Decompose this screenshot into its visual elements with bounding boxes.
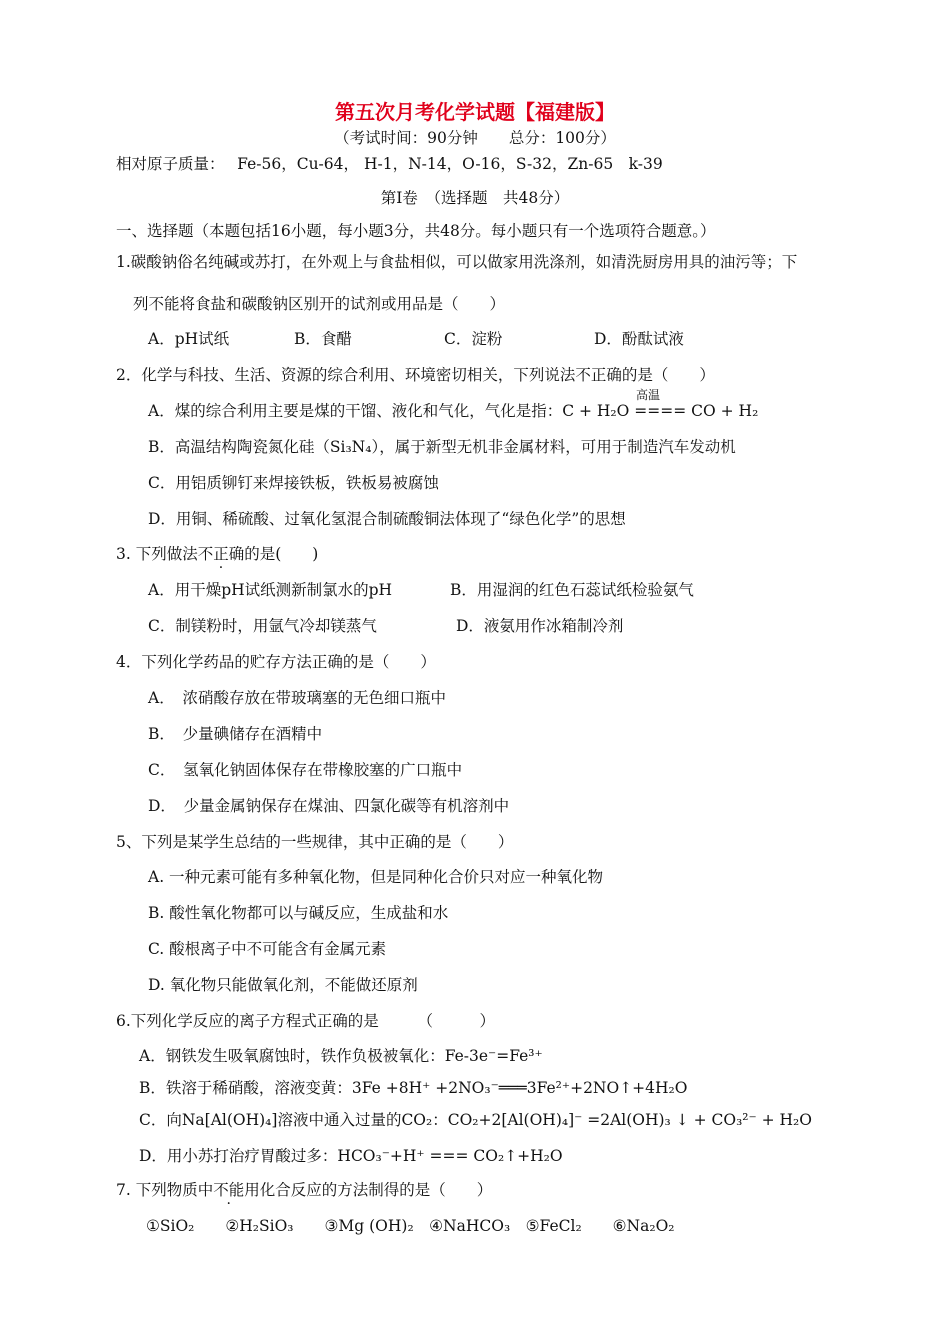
q5-option-d: D. 氧化物只能做氧化剂，不能做还原剂 [148, 976, 418, 994]
q1-option-c: C．淀粉 [444, 330, 503, 348]
q1-stem-a: 1.碳酸钠俗名纯碱或苏打，在外观上与食盐相似，可以做家用洗涤剂，如清洗厨房用具的油污等；下 [116, 253, 798, 271]
q3-stem-emphasis: 不正确 [197, 545, 245, 563]
q1-option-b: B．食醋 [294, 330, 352, 348]
q4-option-d: D． 少量金属钠保存在煤油、四氯化碳等有机溶剂中 [148, 797, 510, 815]
q6-option-d: D．用小苏打治疗胃酸过多：HCO₃⁻+H⁺ === CO₂↑+H₂O [139, 1147, 563, 1165]
q1-option-a: A．pH试纸 [148, 330, 230, 348]
q7-stem-emphasis: 不能 [213, 1181, 245, 1199]
q3-stem-pre: 3. 下列做法 [116, 545, 198, 563]
q5-option-b: B. 酸性氧化物都可以与碱反应，生成盐和水 [148, 904, 449, 922]
q3-stem-post: 的是( ) [244, 545, 319, 563]
q2-option-b: B．高温结构陶瓷氮化硅（Si₃N₄），属于新型无机非金属材料，可用于制造汽车发动机 [148, 438, 736, 456]
q4-option-c: C． 氢氧化钠固体保存在带橡胶塞的广口瓶中 [148, 761, 463, 779]
atomic-mass: 相对原子质量： Fe-56，Cu-64， H-1，N-14，O-16，S-32，Zn-65 k-39 [116, 155, 663, 173]
q5-stem: 5、下列是某学生总结的一些规律，其中正确的是（ ） [116, 833, 514, 851]
q7-stem-pre: 7. 下列物质中 [116, 1181, 214, 1199]
q3-stem [116, 544, 318, 564]
q6-option-c: C．向Na[Al(OH)₄]溶液中通入过量的CO₂：CO₂+2[Al(OH)₄]⁻ =2Al(OH)₃ ↓ + CO₃²⁻ + H₂O [139, 1111, 812, 1129]
q2-condition: 高温 [636, 388, 661, 402]
q4-option-a: A． 浓硝酸存放在带玻璃塞的无色细口瓶中 [148, 689, 446, 707]
q2-option-c: C．用铝质铆钉来焊接铁板，铁板易被腐蚀 [148, 474, 439, 492]
q4-option-b: B． 少量碘储存在酒精中 [148, 725, 323, 743]
q5-option-a: A. 一种元素可能有多种氧化物，但是同种化合价只对应一种氧化物 [148, 868, 604, 886]
instructions: 一、选择题（本题包括16小题，每小题3分，共48分。每小题只有一个选项符合题意。） [116, 222, 716, 240]
q3-option-c: C．制镁粉时，用氩气冷却镁蒸气 [148, 617, 377, 635]
q2-option-d: D．用铜、稀硫酸、过氧化氢混合制硫酸铜法体现了“绿色化学”的思想 [148, 510, 626, 528]
q6-option-a: A．钢铁发生吸氧腐蚀时，铁作负极被氧化：Fe-3e⁻=Fe³⁺ [139, 1047, 543, 1065]
q6-option-b: B．铁溶于稀硝酸，溶液变黄：3Fe +8H⁺ +2NO₃⁻═══3Fe²⁺+2NO↑+4H₂O [139, 1079, 688, 1097]
q1-option-d: D．酚酞试液 [594, 330, 684, 348]
q3-option-a: A．用干燥pH试纸测新制氯水的pH [148, 581, 393, 599]
q5-option-c: C. 酸根离子中不可能含有金属元素 [148, 940, 387, 958]
exam-info: （考试时间：90分钟 总分：100分） [334, 129, 616, 147]
q2-stem: 2．化学与科技、生活、资源的综合利用、环境密切相关，下列说法不正确的是（ ） [116, 366, 715, 384]
q7-options: ①SiO₂ ②H₂SiO₃ ③Mg (OH)₂ ④NaHCO₃ ⑤FeCl₂ ⑥Na₂O₂ [146, 1217, 675, 1235]
q3-option-d: D．液氨用作冰箱制冷剂 [456, 617, 624, 635]
q6-stem: 6.下列化学反应的离子方程式正确的是 （ ） [116, 1012, 496, 1030]
section-title: 第Ⅰ卷 （选择题 共48分） [380, 189, 570, 207]
q7-stem-post: 用化合反应的方法制得的是（ ） [244, 1181, 493, 1199]
q3-option-b: B．用湿润的红色石蕊试纸检验氨气 [450, 581, 694, 599]
q7-stem [116, 1180, 492, 1200]
page-title: 第五次月考化学试题【福建版】 [335, 100, 615, 124]
q2-option-a: A．煤的综合利用主要是煤的干馏、液化和气化，气化是指：C + H₂O ==== CO + H₂ [148, 402, 759, 420]
q1-stem-b: 列不能将食盐和碳酸钠区别开的试剂或用品是（ ） [133, 295, 506, 313]
q4-stem: 4．下列化学药品的贮存方法正确的是（ ） [116, 653, 436, 671]
